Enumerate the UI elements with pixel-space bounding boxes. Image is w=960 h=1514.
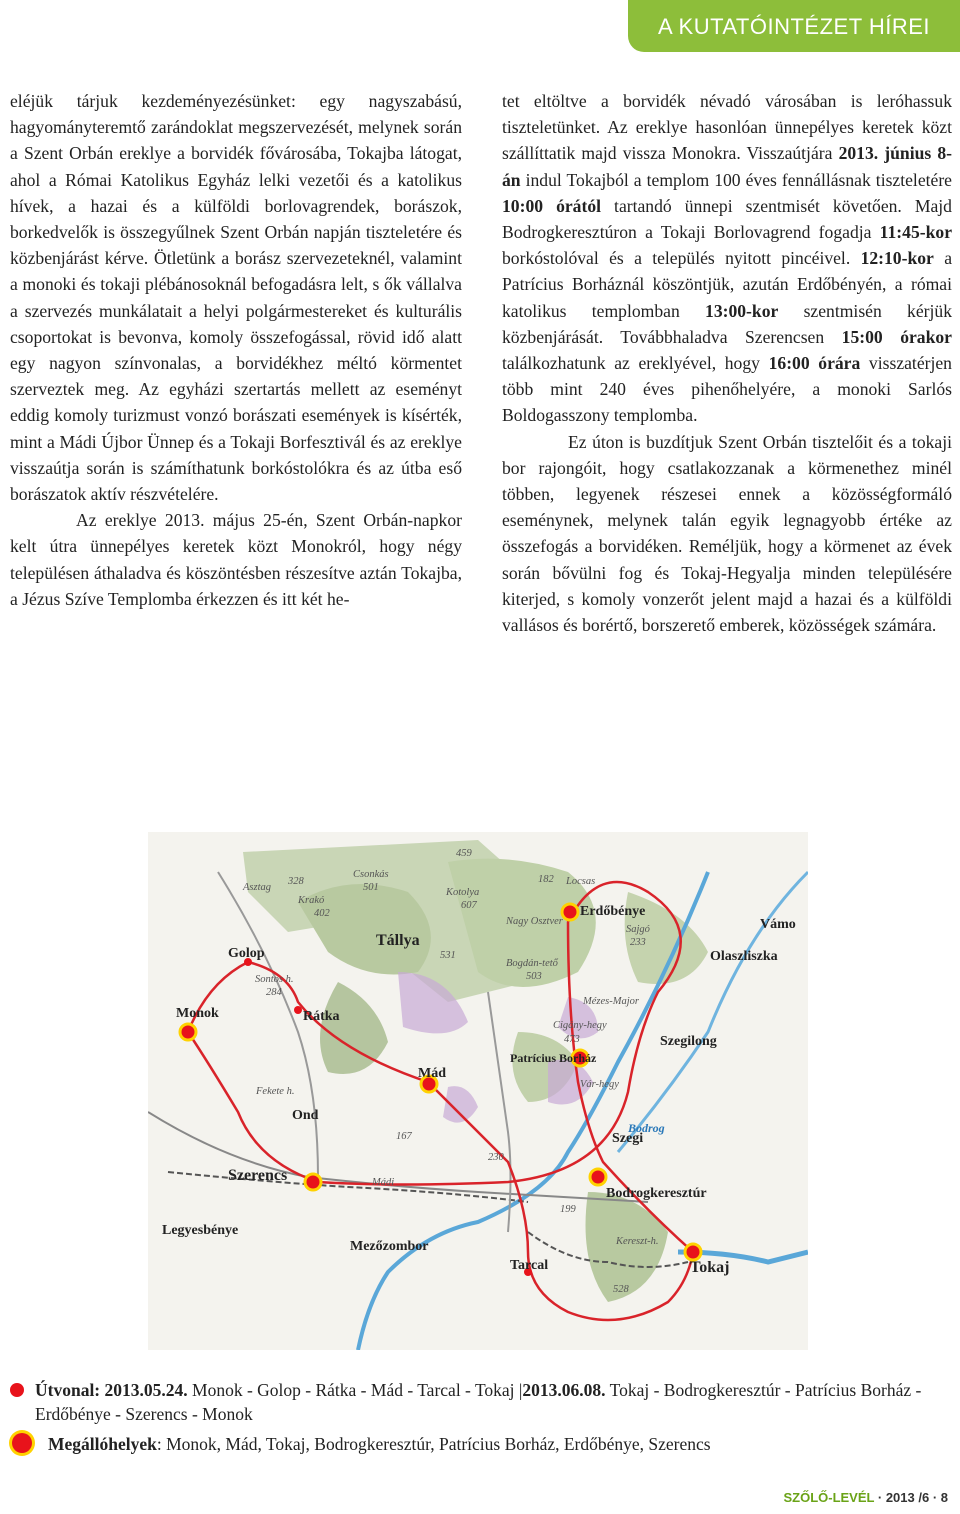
route-map bbox=[148, 832, 808, 1350]
right-column bbox=[502, 88, 952, 638]
text-span: találkozhatunk az ereklyével, hogy bbox=[502, 353, 769, 374]
route-dot-icon bbox=[10, 1383, 24, 1397]
footer-separator: · bbox=[877, 1490, 886, 1505]
map-label: 531 bbox=[440, 950, 456, 961]
map-label: 607 bbox=[461, 900, 477, 911]
map-label: 473 bbox=[564, 1034, 580, 1045]
route-date-2: 2013.06.08. bbox=[522, 1380, 606, 1400]
town-label-szegilong: Szegilong bbox=[660, 1034, 717, 1049]
time-highlight: 15:00 órakor bbox=[841, 326, 952, 347]
text-span: a Patrícius Borháznál köszöntjük, azután Erdőbényén, a római katolikus templomban bbox=[502, 248, 952, 321]
map-label: 230 bbox=[488, 1152, 504, 1163]
town-label-szegi: Szegi bbox=[612, 1131, 644, 1146]
map-label: Csonkás bbox=[353, 869, 389, 880]
route-dot-ratka bbox=[294, 1006, 302, 1014]
map-label: Mézes-Major bbox=[583, 996, 639, 1007]
stop-dot-icon bbox=[12, 1433, 32, 1453]
map-label: 328 bbox=[288, 876, 304, 887]
route-legend bbox=[10, 1378, 950, 1426]
map-label: Asztag bbox=[243, 882, 272, 893]
stops-legend bbox=[10, 1432, 950, 1456]
footer-title: SZŐLŐ-LEVÉL bbox=[783, 1490, 875, 1505]
town-label-tarcal: Tarcal bbox=[510, 1258, 549, 1273]
town-label-vamos: Vámo bbox=[760, 917, 796, 932]
time-highlight: 10:00 órától bbox=[502, 195, 602, 216]
town-label-olaszliszka: Olaszliszka bbox=[710, 949, 778, 964]
footer-separator: · bbox=[932, 1490, 941, 1505]
map-label: Nagy Osztver bbox=[506, 916, 563, 927]
time-highlight: 16:00 órára bbox=[768, 353, 861, 374]
text-span: tartandó ünnepi szentmisét követően. Majd Bodrogkeresztúron a Tokaji Borlovagrend fogadja bbox=[502, 195, 952, 243]
left-paragraph-2: Az ereklye 2013. május 25-én, Szent Orbán-napkor kelt útra ünnepélyes keretek közt Monokról, hogy négy településen áthaladva és köszöntésben részesítve aztán Tokajba, a Jézus Szíve Templomba érkezzen és itt két he- bbox=[10, 510, 462, 609]
map-label: Krakó bbox=[298, 895, 325, 906]
right-paragraph-1 bbox=[502, 88, 952, 429]
map-label: Kereszt-h. bbox=[616, 1236, 659, 1247]
route-label: Útvonal: bbox=[35, 1380, 101, 1400]
text-span: tet eltöltve a borvidék névadó városában is leróhassuk tiszteletünket. Az ereklye hasonlóan ünnepélyes keretek közt szállíttatik majd vissza Monokra. Visszaútjára bbox=[502, 91, 952, 164]
town-label-golop: Golop bbox=[228, 946, 265, 961]
text-span: borkóstolóval és a település nyitott pincéivel. bbox=[502, 248, 861, 269]
date-highlight: 2013. június 8-án bbox=[502, 143, 952, 190]
map-label: Mádi bbox=[372, 1177, 395, 1188]
route-text-2: Tokaj - Bodrogkeresztúr - Patrícius Borház - Erdőbénye - Szerencs - Monok bbox=[35, 1380, 922, 1424]
map-label: 501 bbox=[363, 882, 379, 893]
town-label-bodrogkeresztur: Bodrogkeresztúr bbox=[606, 1186, 707, 1201]
map-label: Sontos h. bbox=[255, 974, 294, 985]
town-label-ratka: Rátka bbox=[303, 1009, 340, 1024]
stop-marker-tokaj bbox=[685, 1244, 701, 1260]
route-date-1: 2013.05.24. bbox=[104, 1380, 188, 1400]
map-label: 402 bbox=[314, 908, 330, 919]
map-label: 459 bbox=[456, 848, 472, 859]
stop-marker-monok bbox=[180, 1024, 196, 1040]
town-label-tokaj: Tokaj bbox=[690, 1259, 730, 1276]
section-title: A KUTATÓINTÉZET HÍREI bbox=[657, 14, 931, 39]
left-column bbox=[10, 88, 462, 612]
time-highlight: 12:10-kor bbox=[860, 248, 934, 269]
town-label-tallya: Tállya bbox=[376, 932, 420, 949]
town-label-ond: Ond bbox=[292, 1108, 319, 1123]
footer-issue: 2013 /6 bbox=[885, 1490, 930, 1505]
map-label: Sajgó bbox=[626, 924, 650, 935]
map-label: 503 bbox=[526, 971, 542, 982]
left-paragraph-1: eléjük tárjuk kezdeményezésünket: egy nagyszabású, hagyományteremtő zarándoklat megszervezését, melynek során a Szent Orbán ereklye a borvidék fővárosába, Tokajba látogat, ahol a Római Katolikus Egyház lelki vezetői és a katolikus hívek, a hazai és a külföldi borlovagrendek, borászok, borkedvelők is összegyűlnek Szent Orbán napján tiszteletére és közbenjárást kérve. Ötletünk a borász szervezeteknél, valamint a monoki és tokaji plébánosoknál befogadásra lelt, s ők vállalva a szervezés munkálatait a helyi polgármestereket és kulturális csoportokat is bevonva, komoly összefogással, rövid idő alatt egy nagyon színvonalas, a borvidékhez méltó körmentet szerveztek meg. Az egyházi szertartás mellett az eseményt eddig komoly turizmust vonzó borászati események is kísérték, mint a Mádi Újbor Ünnep és a Tokaji Borfesztivál és az ereklye visszaútja során is számíthatunk borkóstolókra és az útba eső borászatok aktív részvételére. bbox=[10, 91, 462, 505]
town-label-patricius: Patrícius Borház bbox=[510, 1051, 597, 1065]
text-span: visszatérjen több mint 240 éves pihenőhelyére, a monoki Sarlós Boldogasszony templomba. bbox=[502, 353, 952, 426]
time-highlight: 13:00-kor bbox=[705, 300, 779, 321]
map-label: 528 bbox=[613, 1284, 629, 1295]
stops-text: : Monok, Mád, Tokaj, Bodrogkeresztúr, Patrícius Borház, Erdőbénye, Szerencs bbox=[156, 1434, 711, 1454]
town-label-legyesbenye: Legyesbénye bbox=[162, 1223, 239, 1238]
town-label-erdobenye: Erdőbénye bbox=[580, 904, 646, 919]
time-highlight: 11:45-kor bbox=[879, 222, 952, 243]
town-label-szerencs: Szerencs bbox=[228, 1167, 288, 1184]
section-header-tab bbox=[628, 0, 960, 52]
stop-marker-erdobenye bbox=[562, 904, 578, 920]
stops-legend-text bbox=[10, 1432, 950, 1456]
map-label: 167 bbox=[396, 1131, 412, 1142]
right-paragraph-2: Ez úton is buzdítjuk Szent Orbán tisztelőit és a tokaji bor rajongóit, hogy csatlakozzanak a körmenethez minél többen, legyenek részesei ennek a közösségformáló eseménynek, melynek talán egyik legnagyobb értéke az összefogás a borvidéken. Reméljük, hogy a körmenet az évek során bővülni fog és Tokaj-Hegyalja minden településére kiterjed, s komoly vonzerőt jelent majd a hazai és a külföldi vallásos és borértő, borszerető emberek, közösségek számára. bbox=[502, 431, 952, 636]
map-label: 182 bbox=[538, 874, 554, 885]
map-label: Kotolya bbox=[446, 887, 480, 898]
town-label-mezozombor: Mezőzombor bbox=[350, 1239, 429, 1254]
text-span: szentmisén kérjük közbenjárását. Továbbhaladva Szerencsen bbox=[502, 300, 952, 347]
route-legend-text bbox=[10, 1378, 950, 1426]
stop-marker-szerencs bbox=[305, 1174, 321, 1190]
town-label-mad: Mád bbox=[418, 1066, 446, 1081]
stop-marker-bodrogkeresztur bbox=[590, 1169, 606, 1185]
map-label: Fekete h. bbox=[256, 1086, 295, 1097]
route-text-1: Monok - Golop - Rátka - Mád - Tarcal - Tokaj | bbox=[187, 1380, 523, 1400]
page-number: 8 bbox=[940, 1490, 948, 1505]
page-footer bbox=[783, 1490, 948, 1505]
map-label: Locsas bbox=[566, 876, 596, 887]
map-label: Vár-hegy bbox=[580, 1079, 619, 1090]
map-label: 233 bbox=[630, 937, 646, 948]
town-label-monok: Monok bbox=[176, 1006, 219, 1021]
map-label: Bogdán-tető bbox=[506, 958, 558, 969]
map-label: 284 bbox=[266, 987, 282, 998]
map-label: Bodrog bbox=[628, 1121, 665, 1135]
map-label: Cigány-hegy bbox=[553, 1020, 607, 1031]
map-label: 199 bbox=[560, 1204, 576, 1215]
stops-label: Megállóhelyek bbox=[48, 1434, 157, 1454]
text-span: indul Tokajból a templom 100 éves fennállásnak tiszteletére bbox=[520, 169, 952, 190]
